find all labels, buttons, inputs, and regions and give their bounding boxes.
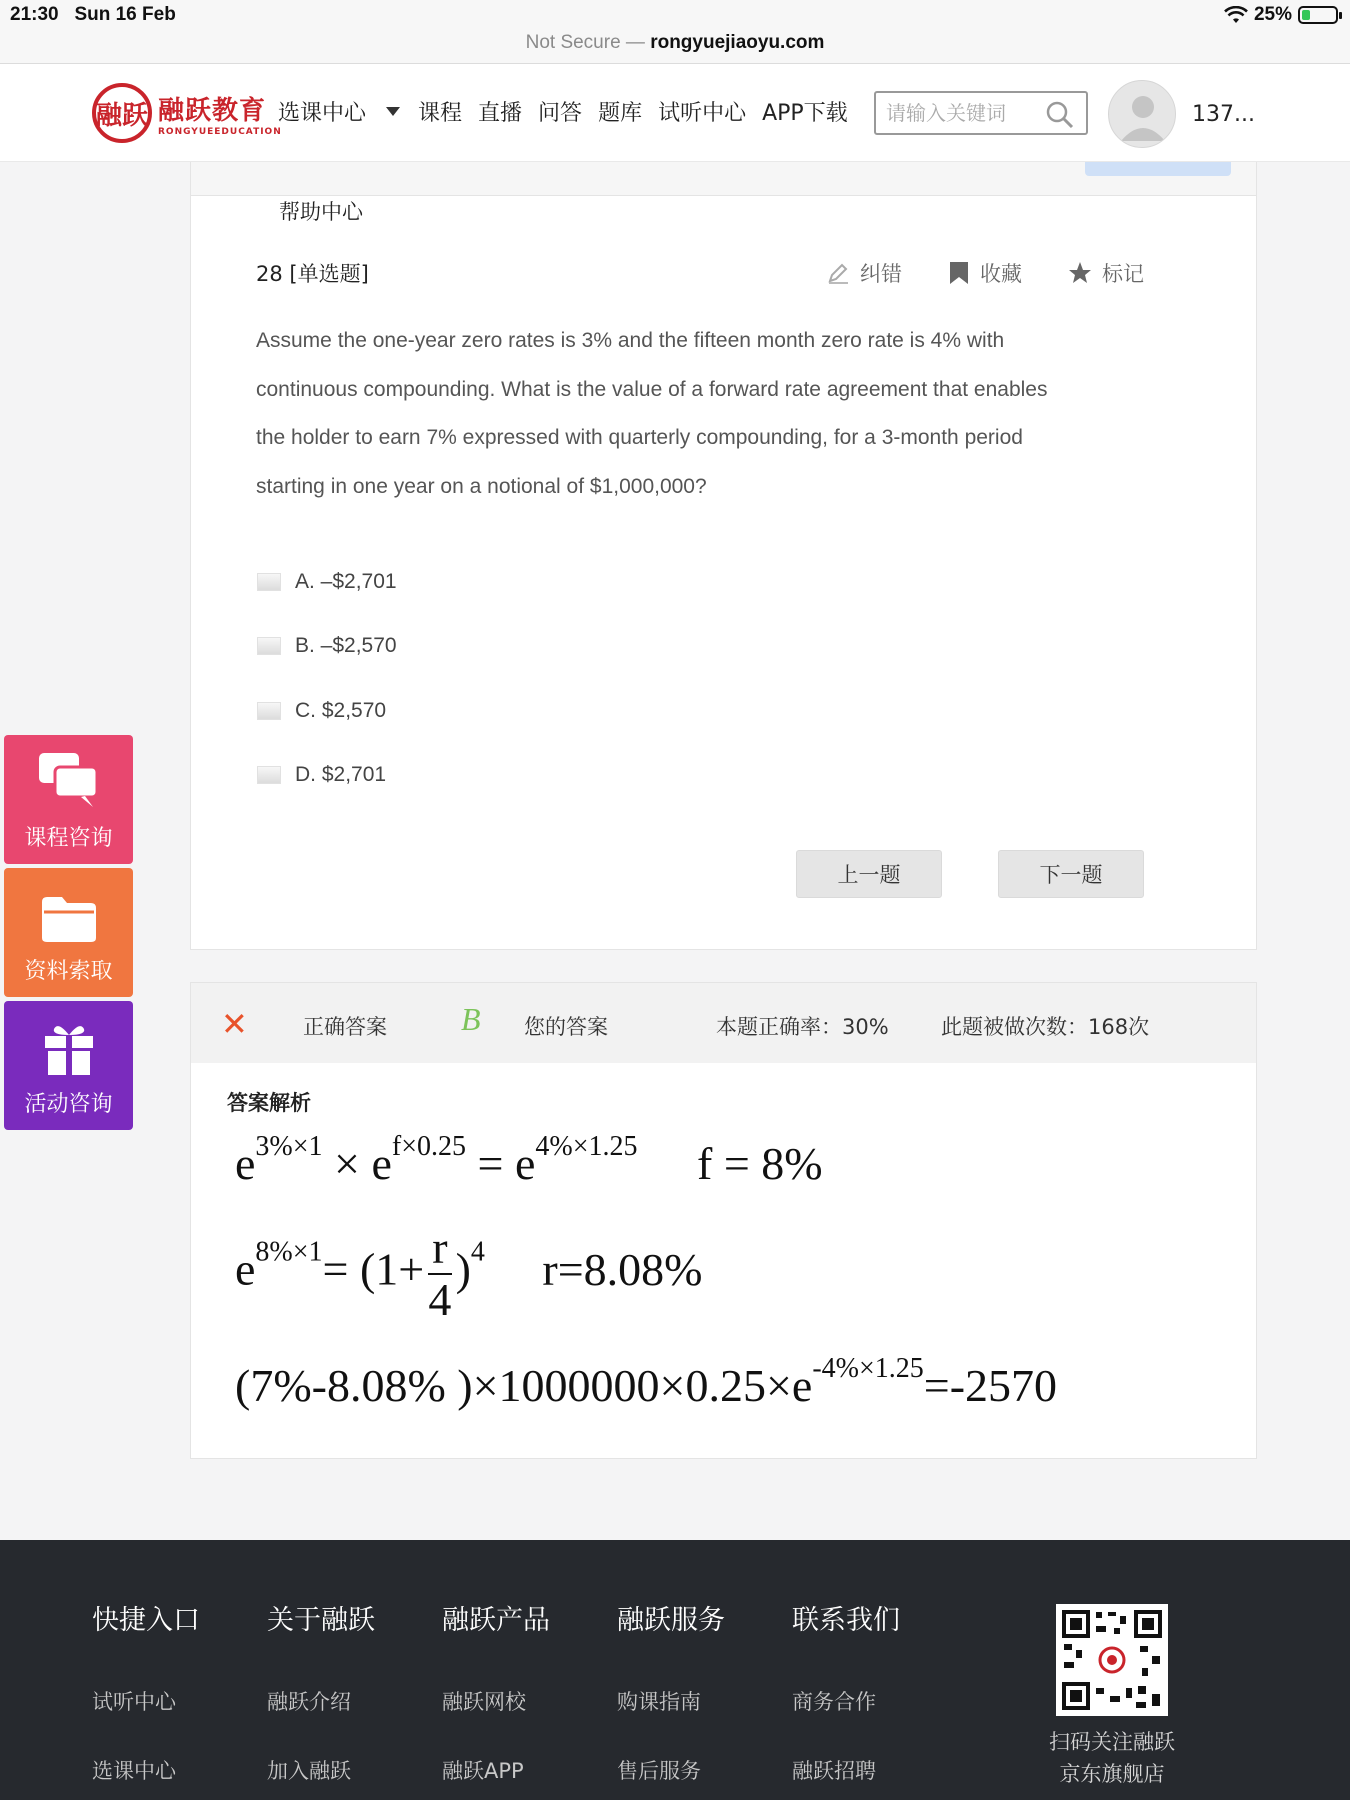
next-question-button[interactable]: 下一题 <box>998 850 1144 898</box>
nav-trial-center[interactable]: 试听中心 <box>658 101 747 126</box>
question-line: starting in one year on a notional of $1,000,000? <box>256 474 707 498</box>
footer-link[interactable]: 融跃APP <box>442 1759 524 1783</box>
logo-english: RONGYUEEDUCATION <box>158 126 282 137</box>
correct-answer-label: 正确答案 <box>303 1015 387 1039</box>
your-answer-label: 您的答案 <box>524 1015 608 1039</box>
status-time: 21:30 Sun 16 Feb <box>10 4 176 25</box>
footer-col-about: 关于融跃 融跃介绍 加入融跃 <box>267 1605 375 1783</box>
footer-col-services: 融跃服务 购课指南 售后服务 <box>617 1605 725 1783</box>
your-answer-letter: B <box>461 1001 481 1037</box>
footer-link[interactable]: 融跃介绍 <box>267 1690 351 1714</box>
status-bar <box>0 0 1350 64</box>
option-checkbox[interactable] <box>257 766 281 784</box>
qr-code <box>1056 1604 1168 1716</box>
option-checkbox[interactable] <box>257 702 281 720</box>
attempt-count: 此题被做次数：168次 <box>941 1015 1150 1039</box>
course-consult-widget[interactable]: 课程咨询 <box>4 735 133 864</box>
qr-caption: 扫码关注融跃 京东旗舰店 <box>1049 1730 1175 1786</box>
footer-col-contact: 联系我们 商务合作 融跃招聘 <box>792 1605 900 1783</box>
battery-icon <box>1298 6 1338 24</box>
option-a[interactable]: A. –$2,701 <box>257 570 397 594</box>
event-consult-widget[interactable]: 活动咨询 <box>4 1001 133 1130</box>
question-text <box>256 317 1196 511</box>
favorite-button[interactable]: 收藏 <box>948 258 1022 288</box>
footer-link[interactable]: 融跃网校 <box>442 1690 526 1714</box>
site-footer <box>0 1540 1350 1800</box>
footer-link[interactable]: 选课中心 <box>92 1759 176 1783</box>
chevron-down-icon[interactable] <box>386 107 400 116</box>
option-c[interactable]: C. $2,570 <box>257 699 386 723</box>
answer-summary-bar <box>191 983 1256 1063</box>
question-line: the holder to earn 7% expressed with quarterly compounding, for a 3-month period <box>256 426 1023 449</box>
battery-percent: 25% <box>1253 4 1292 25</box>
footer-link[interactable]: 购课指南 <box>617 1690 701 1714</box>
nav-courses[interactable]: 课程 <box>418 101 463 126</box>
question-number: 28 [单选题] <box>256 262 369 286</box>
footer-col-quick-links: 快捷入口 试听中心 选课中心 <box>92 1605 200 1783</box>
nav-app-download[interactable]: APP下载 <box>762 101 848 126</box>
user-icon <box>1109 81 1176 148</box>
url-domain: rongyuejiaoyu.com <box>650 32 825 53</box>
site-header <box>0 64 1350 162</box>
question-line: continuous compounding. What is the value of a forward rate agreement that enables <box>256 377 1048 401</box>
question-line: Assume the one-year zero rates is 3% and the fifteen month zero rate is 4% with <box>256 329 1005 352</box>
prev-question-button[interactable]: 上一题 <box>796 850 942 898</box>
nav-question-bank[interactable]: 题库 <box>598 101 643 126</box>
chat-icon <box>37 751 101 811</box>
qr-code-image <box>1056 1604 1168 1716</box>
option-checkbox[interactable] <box>257 637 281 655</box>
wrong-icon: ✕ <box>221 1005 248 1043</box>
help-center-link[interactable]: 帮助中心 <box>279 200 363 224</box>
analysis-title: 答案解析 <box>227 1091 311 1115</box>
footer-col-products: 融跃产品 融跃网校 融跃APP <box>442 1605 550 1783</box>
formula-line-2: $e^{8\%\times 1}= (1+$ $\frac{r}{4}$ )$^4$ r=8.08% <box>235 1222 703 1325</box>
nav-qa[interactable]: 问答 <box>538 101 583 126</box>
formula-line-1: $e^{3\%\times 1} \times e^{f\times 0.25} = e^{4\%\times 1.25}$ f = 8% <box>235 1131 823 1189</box>
pencil-icon <box>826 261 850 285</box>
logo-seal-icon: 融跃 <box>92 83 152 143</box>
nav-live[interactable]: 直播 <box>478 101 523 126</box>
search-box <box>874 91 1088 135</box>
gift-icon <box>42 1021 96 1077</box>
footer-link[interactable]: 试听中心 <box>92 1690 176 1714</box>
footer-link[interactable]: 商务合作 <box>792 1690 876 1714</box>
nav-course-center[interactable]: 选课中心 <box>278 101 367 126</box>
materials-request-widget[interactable]: 资料索取 <box>4 868 133 997</box>
status-right <box>1224 4 1338 26</box>
formula-line-3: (7%-8.08% )$\times 1000000\times 0.25\times e^{-4\%\times 1.25}=-2570$ <box>235 1353 1058 1411</box>
address-bar[interactable] <box>0 32 1350 54</box>
battery-level <box>1302 10 1310 20</box>
footer-link[interactable]: 融跃招聘 <box>792 1759 876 1783</box>
search-icon[interactable] <box>1046 101 1074 129</box>
question-panel <box>190 162 1257 950</box>
folder-icon <box>40 894 98 944</box>
accuracy-rate: 本题正确率：30% <box>716 1015 889 1039</box>
answer-panel <box>190 982 1257 1459</box>
site-logo[interactable] <box>92 83 282 143</box>
search-input[interactable] <box>876 93 1036 133</box>
mark-button[interactable]: 标记 <box>1068 258 1144 288</box>
option-checkbox[interactable] <box>257 573 281 591</box>
not-secure-label: Not Secure — <box>525 32 645 53</box>
logo-name: 融跃教育 <box>158 95 267 126</box>
option-b[interactable]: B. –$2,570 <box>257 634 397 658</box>
avatar[interactable] <box>1108 80 1176 148</box>
main-nav <box>278 96 864 127</box>
option-d[interactable]: D. $2,701 <box>257 763 386 787</box>
fraction: $\frac{r}{4}$ <box>428 1222 452 1325</box>
star-icon <box>1068 261 1092 285</box>
username[interactable]: 137... <box>1192 102 1255 127</box>
top-tab-indicator <box>1085 162 1231 176</box>
footer-link[interactable]: 加入融跃 <box>267 1759 351 1783</box>
question-tools <box>826 258 1144 288</box>
report-error-button[interactable]: 纠错 <box>826 258 902 288</box>
wifi-icon <box>1224 6 1248 24</box>
bookmark-icon <box>948 261 970 285</box>
footer-link[interactable]: 售后服务 <box>617 1759 701 1783</box>
